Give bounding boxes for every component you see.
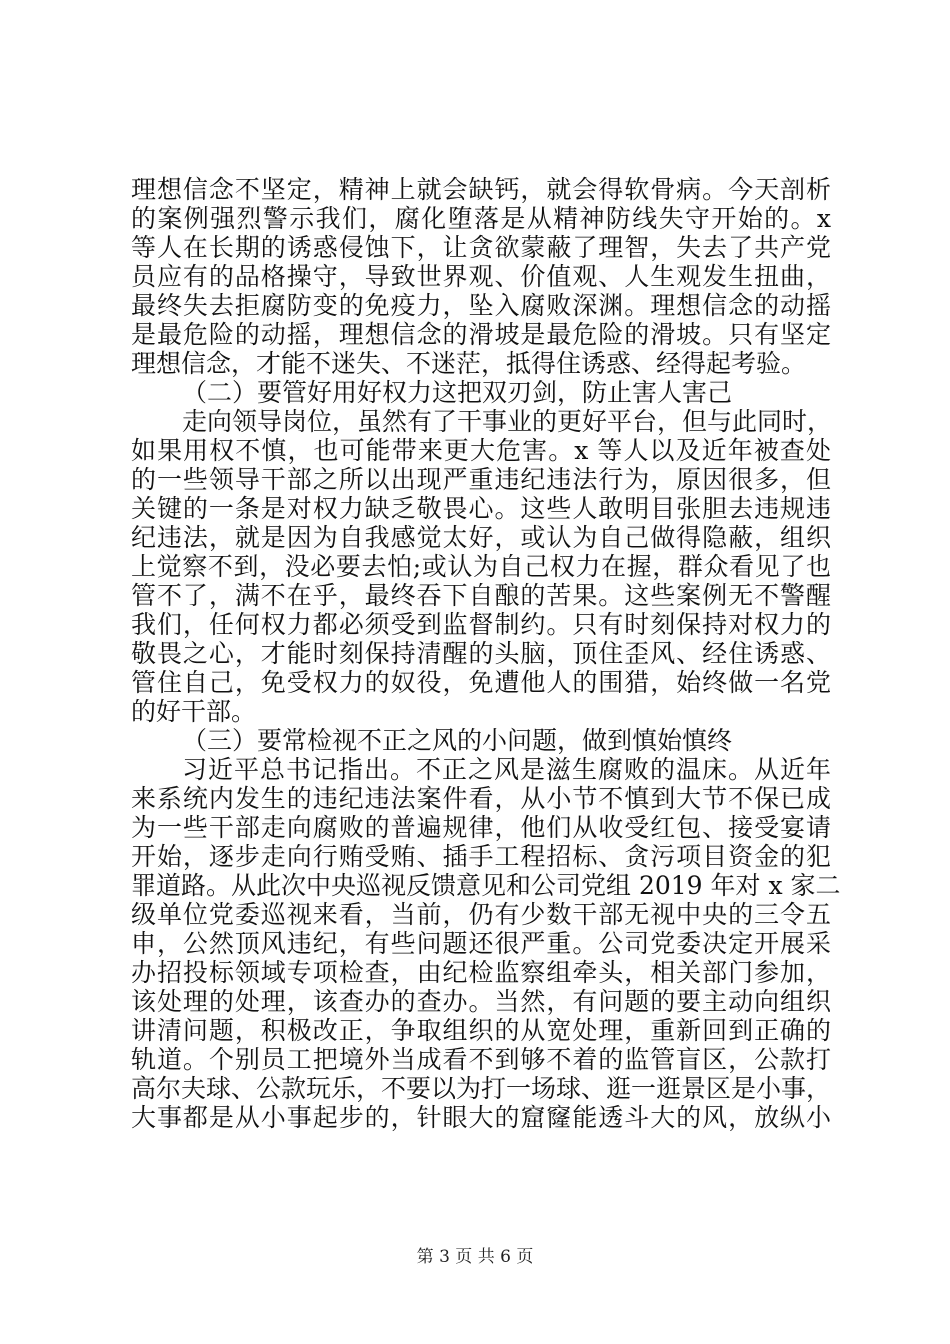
body-text-line: 习近平总书记指出。不正之风是滋生腐败的温床。从近年 (182, 755, 831, 784)
body-text-line: 理想信念不坚定，精神上就会缺钙，就会得软骨病。今天剖析 (131, 175, 831, 204)
body-text-line: 关键的一条是对权力缺乏敬畏心。这些人敢明目张胆去违规违 (131, 494, 831, 523)
page-footer: 第 3 页 共 6 页 (416, 1247, 534, 1267)
body-text-line: 上觉察不到，没必要去怕;或认为自己权力在握，群众看见了也 (131, 552, 831, 581)
body-text-line: 的好干部。 (131, 697, 257, 726)
body-text-line: 罪道路。从此次中央巡视反馈意见和公司党组 2019 年对 x 家二 (131, 871, 841, 900)
body-text-line: 走向领导岗位，虽然有了干事业的更好平台，但与此同时， (182, 407, 833, 436)
body-text-line: 轨道。个别员工把境外当成看不到够不着的监管盲区，公款打 (131, 1045, 831, 1074)
section-heading: （三）要常检视不正之风的小问题，做到慎始慎终 (182, 726, 733, 755)
section-heading: （二）要管好用好权力这把双刃剑，防止害人害己 (182, 378, 733, 407)
body-text-line: 如果用权不慎，也可能带来更大危害。x 等人以及近年被查处 (131, 436, 831, 465)
body-text-line: 等人在长期的诱惑侵蚀下，让贪欲蒙蔽了理智，失去了共产党 (131, 233, 831, 262)
body-text-line: 管住自己，免受权力的奴役，免遭他人的围猎，始终做一名党 (131, 668, 831, 697)
body-text-line: 员应有的品格操守，导致世界观、价值观、人生观发生扭曲， (131, 262, 831, 291)
body-text-line: 的案例强烈警示我们，腐化堕落是从精神防线失守开始的。x (131, 204, 831, 233)
body-text-line: 开始，逐步走向行贿受贿、插手工程招标、贪污项目资金的犯 (131, 842, 831, 871)
body-text-line: 理想信念，才能不迷失、不迷茫，抵得住诱惑、经得起考验。 (131, 349, 807, 378)
body-text-line: 办招投标领域专项检查，由纪检监察组牵头，相关部门参加， (131, 958, 831, 987)
body-text-line: 大事都是从小事起步的，针眼大的窟窿能透斗大的风，放纵小 (131, 1103, 831, 1132)
body-text-line: 该处理的处理，该查办的查办。当然，有问题的要主动向组织 (131, 987, 831, 1016)
body-text-line: 来系统内发生的违纪违法案件看，从小节不慎到大节不保已成 (131, 784, 831, 813)
body-text-line: 纪违法，就是因为自我感觉太好，或认为自己做得隐蔽，组织 (131, 523, 831, 552)
body-text-line: 申，公然顶风违纪，有些问题还很严重。公司党委决定开展采 (131, 929, 831, 958)
body-text-line: 为一些干部走向腐败的普遍规律，他们从收受红包、接受宴请 (131, 813, 831, 842)
body-text-line: 我们，任何权力都必须受到监督制约。只有时刻保持对权力的 (131, 610, 831, 639)
body-text-line: 级单位党委巡视来看，当前，仍有少数干部无视中央的三令五 (131, 900, 831, 929)
body-text-line: 是最危险的动摇，理想信念的滑坡是最危险的滑坡。只有坚定 (131, 320, 831, 349)
body-text-line: 讲清问题，积极改正，争取组织的从宽处理，重新回到正确的 (131, 1016, 831, 1045)
body-text-line: 管不了，满不在乎，最终吞下自酿的苦果。这些案例无不警醒 (131, 581, 831, 610)
body-text-line: 高尔夫球、公款玩乐，不要以为打一场球、逛一逛景区是小事， (131, 1074, 832, 1103)
body-text-line: 敬畏之心，才能时刻保持清醒的头脑，顶住歪风、经住诱惑、 (131, 639, 831, 668)
body-text-line: 最终失去拒腐防变的免疫力，坠入腐败深渊。理想信念的动摇 (131, 291, 831, 320)
body-text-line: 的一些领导干部之所以出现严重违纪违法行为，原因很多，但 (131, 465, 831, 494)
